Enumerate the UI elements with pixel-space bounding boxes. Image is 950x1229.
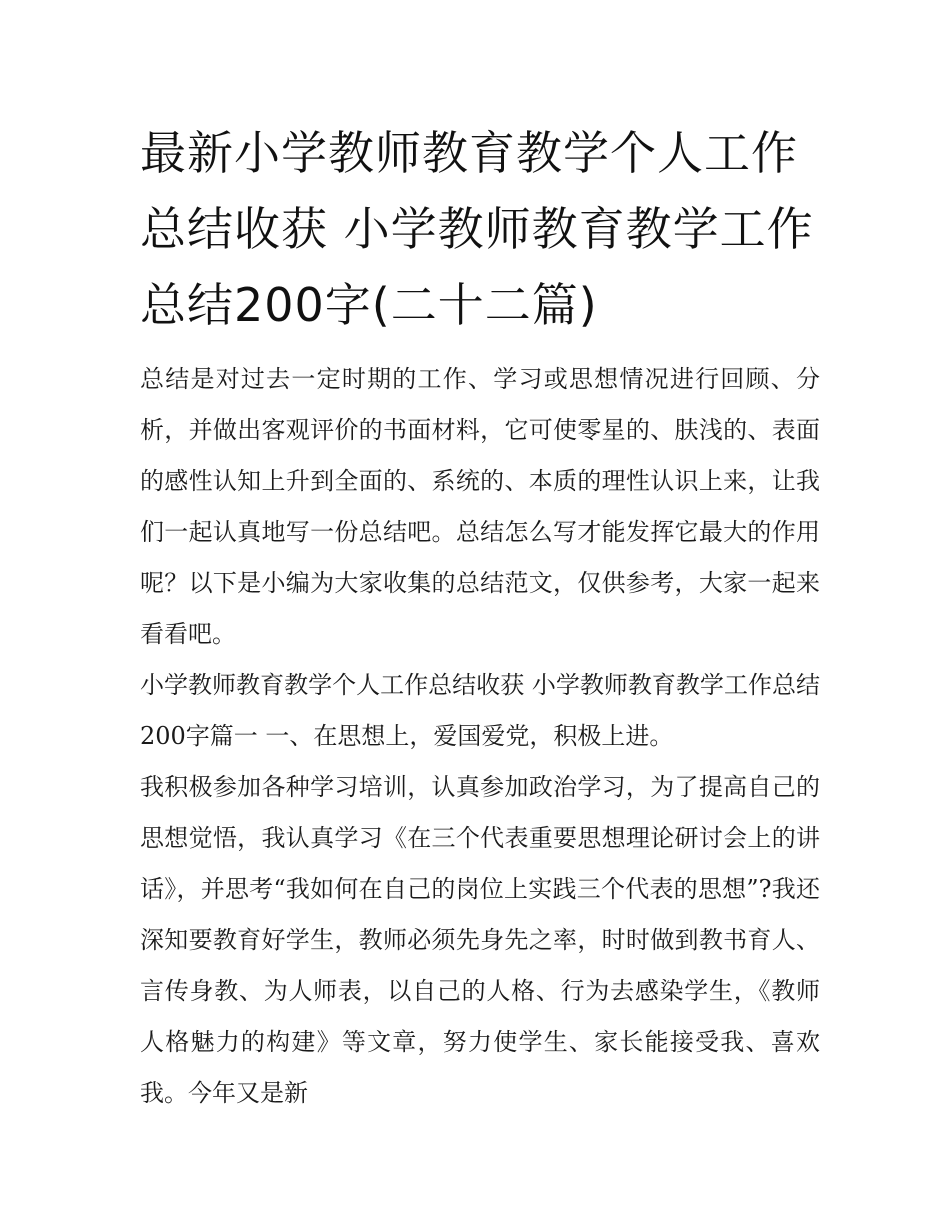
document-title: 最新小学教师教育教学个人工作总结收获 小学教师教育教学工作总结200字(二十二篇) [140, 126, 814, 332]
paragraph-section-heading: 小学教师教育教学个人工作总结收获 小学教师教育教学工作总结200字篇一 一、在思想上，爱国爱党，积极上进。 [140, 671, 820, 750]
document-body [140, 354, 820, 1119]
paragraph-intro: 总结是对过去一定时期的工作、学习或思想情况进行回顾、分析，并做出客观评价的书面材料，它可使零星的、肤浅的、表面的感性认知上升到全面的、系统的、本质的理性认识上来，让我们一起认真地写一份总结吧。总结怎么写才能发挥它最大的作用呢？以下是小编为大家收集的总结范文，仅供参考，大家一起来看看吧。 [140, 365, 820, 648]
paragraph-content: 我积极参加各种学习培训，认真参加政治学习，为了提高自己的思想觉悟，我认真学习《在三个代表重要思想理论研讨会上的讲话》，并思考“我如何在自己的岗位上实践三个代表的思想”?我还深知要教育好学生，教师必须先身先之率，时时做到教书育人、言传身教、为人师表，以自己的人格、行为去感染学生，《教师人格魅力的构建》等文章，努力使学生、家长能接受我、喜欢我。今年又是新 [140, 773, 820, 1107]
